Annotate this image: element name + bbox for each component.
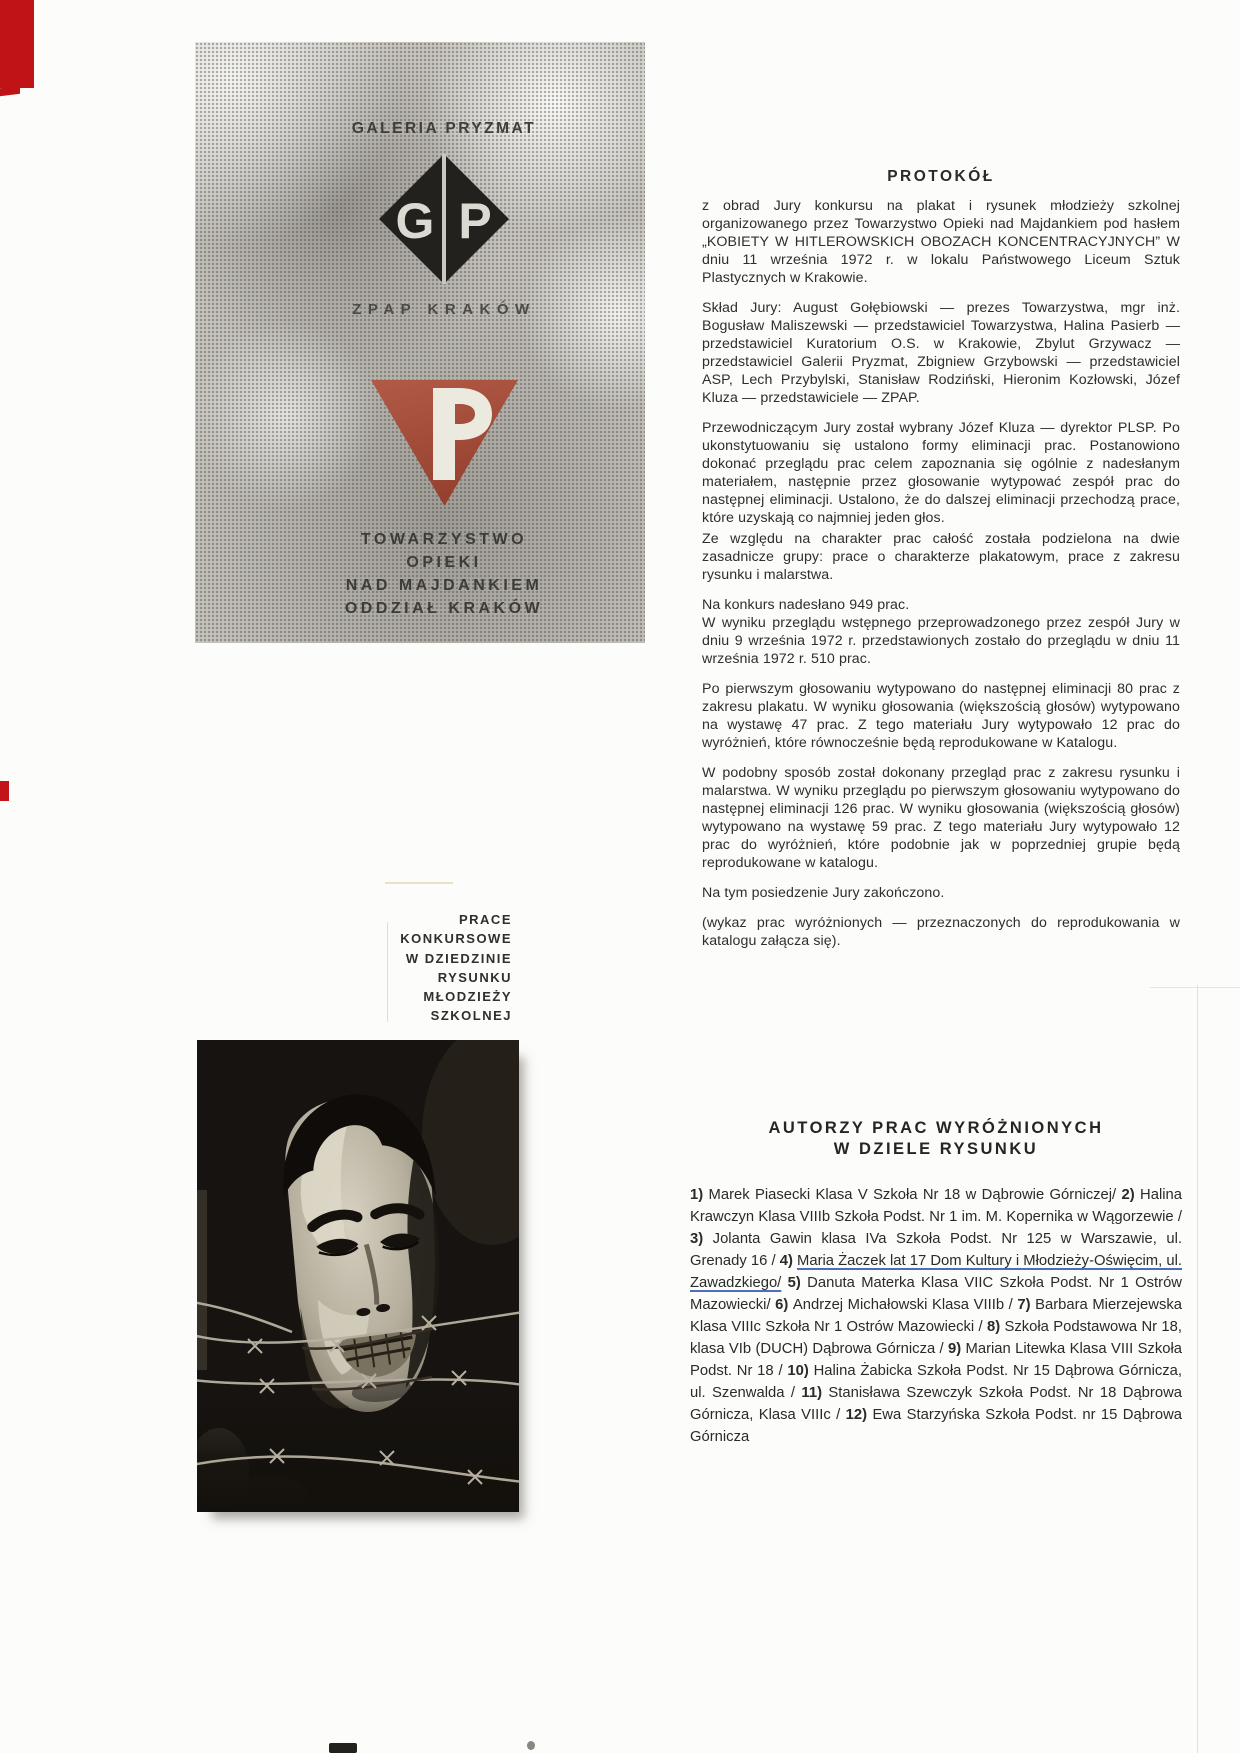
- scan-mark-bottom: [329, 1743, 357, 1753]
- side-caption-line: PRACE: [458, 912, 512, 927]
- side-caption-line: MŁODZIEŻY: [423, 989, 512, 1005]
- fold-line: [387, 922, 388, 1022]
- side-caption-line: W DZIEDZINIE: [405, 950, 512, 966]
- protocol-section: [702, 168, 1180, 962]
- protocol-paragraph: W podobny sposób został dokonany przegląd prac z zakresu rysunku i malarstwa. W wyniku przeglądu po pierwszym głosowaniu wytypowano do następnej eliminacji 126 prac. W wyniku głosowania (większością głosów) wytypowano na wystawę 59 prac. Z tego materiału Jury wytypowało 12 prac do wyróżnień, które podobnie jak w poprzedniej grupie będą reprodukowane w katalogu.: [702, 765, 1180, 871]
- protocol-paragraph: Na tym posiedzenie Jury zakończono.: [702, 885, 945, 901]
- protocol-paragraph: Skład Jury: August Gołębiowski — prezes Towarzystwa, mgr inż. Bogusław Maliszewski — przedstawiciel Towarzystwa, Halina Pasierb — przedstawiciel Kuratorium O.S. w Krakowie, Zbylut Grzywacz — przedstawiciel Galerii Pryzmat, Zbigniew Grzybowski — przedstawiciel ASP, Lech Przybylski, Stanisław Rodziński, Hieronim Kozłowski, Józef Kluza — przedstawiciele — ZPAP.: [702, 300, 1180, 406]
- scan-speck-bottom: [527, 1741, 535, 1750]
- society-name-line: TOWARZYSTWO: [360, 531, 528, 548]
- red-edge-mark: [0, 781, 9, 801]
- society-name-line: OPIEKI: [406, 554, 482, 571]
- protocol-paragraph: Na konkurs nadesłano 949 prac.: [702, 597, 910, 613]
- logo-letter-g: G: [395, 193, 435, 249]
- protocol-paragraph: z obrad Jury konkursu na plakat i rysunek młodzieży szkolnej organizowanego przez Towarzystwo Opieki nad Majdankiem pod hasłem „KOBIETY W HITLEROWSKICH OBOZACH KONCENTRACYJNYCH” W dniu 11 września 1972 r. w lokalu Państwowego Liceum Sztuk Plastycznych w Krakowie.: [702, 198, 1180, 286]
- artwork-print: [197, 1040, 519, 1512]
- authors-list: 1) Marek Piasecki Klasa V Szkoła Nr 18 w Dąbrowie Górniczej/ 2) Halina Krawczyn Klasa VIIIb Szkoła Podst. Nr 1 im. M. Kopernika w Wągorzewie / 3) Jolanta Gawin klasa IVa Szkoła Podst. Nr 125 w Warszawie, ul. Grenady 16 / 4) Maria Żaczek lat 17 Dom Kultury i Młodzieży-Oświęcim, ul. Zawadzkiego/ 5) Danuta Materka Klasa VIIC Szkoła Podst. Nr 1 Ostrów Mazowiecki/ 6) Andrzej Michałowski Klasa VIIIb / 7) Barbara Mierzejewska Klasa VIIIc Szkoła Nr 1 Ostrów Mazowiecki / 8) Szkoła Podstawowa Nr 18, klasa VIb (DUCH) Dąbrowa Górnicza / 9) Marian Litewka Klasa VIII Szkoła Podst. Nr 18 / 10) Halina Żabicka Szkoła Podst. Nr 15 Dąbrowa Górnicza, ul. Szenwalda / 11) Stanisława Szewczyk Szkoła Podst. Nr 18 Dąbrowa Górnicza, Klasa VIIIc / 12) Ewa Starzyńska Szkoła Podst. nr 15 Dąbrowa Górnicza: [690, 1187, 1183, 1445]
- protocol-paragraph: Przewodniczącym Jury został wybrany Józef Kluza — dyrektor PLSP. Po ukonstytuowaniu się ustalono formy eliminacji prac. Postanowiono dokonać przeglądu prac celem zapoznania się ogólnie z nadesłanym materiałem, następnie przez głosowanie wytypować zespół prac do następnej eliminacji. Ustalono, że do dalszej eliminacji przechodzą prace, które uzyskają co najmniej jeden głos.: [702, 420, 1180, 526]
- authors-title: [690, 1118, 1182, 1160]
- protocol-paragraph: Ze względu na charakter prac całość została podzielona na dwie zasadnicze grupy: prace o charakterze plakatowym, prace z zakresu rysunku i malarstwa.: [702, 531, 1180, 583]
- face-barbed-wire-drawing: [197, 1040, 519, 1512]
- prisoner-triangle-badge: [371, 380, 518, 506]
- poster-content: [219, 42, 645, 643]
- red-corner-mark: [0, 0, 34, 88]
- zpap-krakow-label: ZPAP KRAKÓW: [352, 301, 536, 318]
- logo-letter-p: P: [458, 193, 492, 249]
- page-edge-line-vertical: [1197, 985, 1198, 1753]
- scan-smudge: [385, 882, 453, 884]
- side-caption-line: KONKURSOWE: [400, 931, 512, 947]
- gallery-name: GALERIA PRYZMAT: [351, 120, 537, 137]
- side-caption-line: RYSUNKU: [437, 969, 512, 985]
- society-name: [219, 528, 645, 620]
- society-name-line: NAD MAJDANKIEM: [345, 577, 543, 594]
- side-caption-line: SZKOLNEJ: [430, 1008, 512, 1024]
- galeria-pryzmat-logo: [377, 152, 511, 286]
- protocol-paragraph: (wykaz prac wyróżnionych — przeznaczonych do reprodukowania w katalogu załącza się).: [702, 915, 1180, 949]
- authors-title-line1: AUTORZY PRAC WYRÓŻNIONYCH: [768, 1119, 1104, 1137]
- protocol-paragraph: Po pierwszym głosowaniu wytypowano do następnej eliminacji 80 prac z zakresu plakatu. W wyniku głosowania (większością głosów) wytypowano na wystawę 47 prac. Z tego materiału Jury wytypowało 12 prac do wyróżnień, które równocześnie będą reprodukowane w Katalogu.: [702, 681, 1180, 751]
- authors-title-line2: W DZIELE RYSUNKU: [833, 1140, 1039, 1158]
- authors-section: [690, 1118, 1182, 1448]
- side-caption: [400, 910, 512, 1026]
- logo-split-line: [442, 154, 446, 284]
- protocol-paragraph: W wyniku przeglądu wstępnego przeprowadzonego przez zespół Jury w dniu 9 września 1972 r. przedstawionych zostało do przeglądu w dniu 11 września 1972 r. 510 prac.: [702, 615, 1180, 667]
- exhibition-poster: [195, 42, 645, 643]
- protocol-title: PROTOKÓŁ: [887, 168, 995, 185]
- society-name-line: ODDZIAŁ KRAKÓW: [344, 600, 544, 617]
- page-edge-line-horizontal: [1150, 987, 1240, 988]
